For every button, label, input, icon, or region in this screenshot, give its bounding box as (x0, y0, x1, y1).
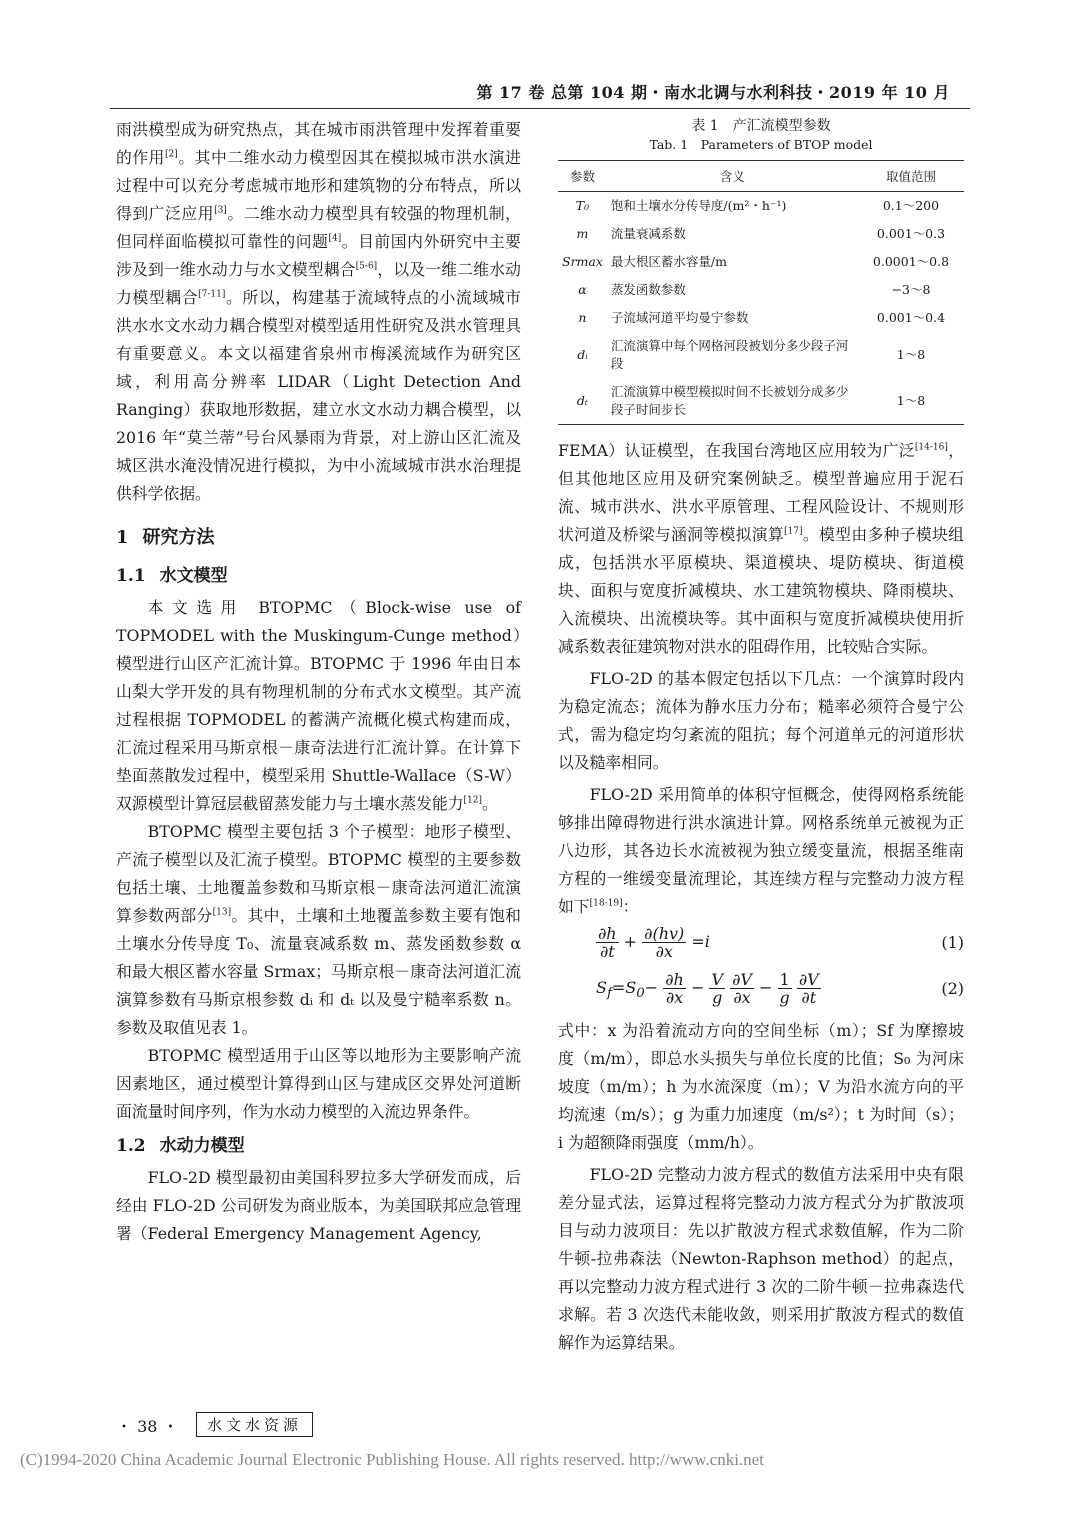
citation: [14-16] (914, 442, 948, 453)
citation: [3] (214, 205, 227, 216)
equation-number: (2) (941, 979, 964, 998)
equation-2: $S_f=S_0-$ $\frac{\partial h}{\partial x}$ − $\frac{V}{g}$ $\frac{\partial V}{\partial x}$ − $\frac{1}{g}$ $\frac{\partial V}{\partial t}$ (2) (596, 970, 964, 1007)
table-header: 含义 (719, 169, 745, 184)
journal-section-tag: 水文水资源 (196, 1412, 313, 1437)
table-cell: Srmax (562, 254, 603, 269)
table-row (558, 220, 964, 248)
table-cell: 最大根区蓄水容量/m (610, 254, 727, 269)
left-column (116, 116, 521, 1248)
right-column (558, 116, 964, 1357)
parameter-table (558, 160, 964, 425)
paragraph: 本文选用 BTOPMC（Block-wise use of TOPMODEL with the Muskingum-Cunge method）模型进行山区产汇流计算。BTOPMC 于 1996 年由日本山梨大学开发的具有物理机制的分布式水文模型。其产流过程根据 TOPMODEL 的蓄满产流概化模式构建而成，汇流过程采用马斯京根－康奇法进行汇流计算。在计算下垫面蒸散发过程中，模型采用 Shuttle-Wallace（S-W）双源模型计算冠层截留蒸发能力与土壤水蒸发能力[12]。 (116, 598, 521, 813)
table-cell: 汇流演算中每个网格河段被划分多少段子河段 (610, 338, 849, 371)
table-cell: α (578, 282, 587, 297)
citation: [18-19] (589, 898, 623, 909)
table-cell: 1～8 (896, 393, 926, 408)
paragraph: FLO-2D 的基本假定包括以下几点：一个演算时段内为稳定流态；流体为静水压力分布；糙率必须符合曼宁公式，需为稳定均匀紊流的阻抗；每个河道单元的河道形状以及糙率相同。 (558, 669, 964, 772)
table-title: 表 1 产汇流模型参数 (691, 118, 831, 134)
table-block (558, 116, 964, 425)
paragraph: 雨洪模型成为研究热点，其在城市雨洪管理中发挥着重要的作用[2]。其中二维水动力模型因其在模拟城市洪水演进过程中可以充分考虑城市地形和建筑物的分布特点，所以得到广泛应用[3]。二维水动力模型具有较强的物理机制，但同样面临模拟可靠性的问题[4]。目前国内外研究中主要涉及到一维水动力与水文模型耦合[5-6]，以及一维二维水动力模型耦合[7-11]。所以，构建基于流域特点的小流域城市洪水水文水动力耦合模型对模型适用性研究及洪水管理具有重要意义。本文以福建省泉州市梅溪流域作为研究区域，利用高分辨率 LIDAR（Light Detection And Ranging）获取地形数据，建立水文水动力耦合模型，以 2016 年“莫兰蒂”号台风暴雨为背景，对上游山区汇流及城区洪水淹没情况进行模拟，为中小流域城市洪水治理提供科学依据。 (116, 120, 521, 503)
table-row (558, 276, 964, 304)
table-cell: 0.001～0.3 (876, 226, 946, 241)
table-cell: 0.0001～0.8 (872, 254, 950, 269)
table-cell: 0.001～0.4 (876, 310, 946, 325)
header-text: 第 17 卷 总第 104 期・南水北调与水利科技・2019 年 10 月 (476, 83, 950, 102)
equation-1: $\frac{\partial h}{\partial t}$ + $\frac{\partial(hv)}{\partial x}$ =i (1) (598, 924, 964, 961)
section-heading: 1 研究方法 (116, 527, 215, 548)
paragraph: FLO-2D 采用简单的体积守恒概念，使得网格系统能够排出障碍物进行洪水演进计算。网格系统单元被视为正八边形，其各边长水流被视为独立缓变量流，根据圣维南方程的一维缓变量流理论，其连续方程与完整动力波方程如下[18-19]： (558, 785, 964, 916)
table-cell: 流量衰减系数 (610, 226, 686, 241)
table-cell: 0.1～200 (882, 198, 940, 213)
subsection-heading: 1.1 水文模型 (116, 566, 228, 586)
page-number: ・ 38 ・ (116, 1417, 179, 1436)
table-cell: 饱和土壤水分传导度/(m²・h⁻¹) (610, 198, 787, 213)
table-cell: 汇流演算中模型模拟时间不长被划分成多少段子时间步长 (610, 384, 849, 417)
citation: [17] (784, 526, 803, 537)
table-cell: −3～8 (891, 282, 931, 297)
paragraph: 式中：x 为沿着流动方向的空间坐标（m）；Sf 为摩擦坡度（m/m），即总水头损失与单位长度的比值；S₀ 为河床坡度（m/m）；h 为水流深度（m）；V 为沿水流方向的平均流速（m/s）；g 为重力加速度（m/s²）；t 为时间（s）；i 为超额降雨强度（mm/h）。 (558, 1021, 964, 1152)
paragraph: FLO-2D 完整动力波方程式的数值方法采用中央有限差分显式法，运算过程将完整动力波方程式分为扩散波项目与动力波项目：先以扩散波方程式求数值解，作为二阶牛顿-拉弗森法（Newton-Raphson method）的起点，再以完整动力波方程式进行 3 次的二阶牛顿－拉弗森迭代求解。若 3 次迭代未能收敛，则采用扩散波方程式的数值解作为运算结果。 (558, 1165, 964, 1352)
table-cell: m (576, 226, 589, 241)
table-cell: 1～8 (896, 347, 926, 362)
running-header (110, 78, 970, 109)
paragraph: BTOPMC 模型主要包括 3 个子模型：地形子模型、产流子模型以及汇流子模型。BTOPMC 模型的主要参数包括土壤、土地覆盖参数和马斯京根－康奇法河道汇流演算参数两部分[13]。其中，土壤和土地覆盖参数主要有饱和土壤水分传导度 T₀、流量衰减系数 m、蒸发函数参数 α 和最大根区蓄水容量 Srmax；马斯京根－康奇法河道汇流演算参数有马斯京根参数 dᵢ 和 dₜ 以及曼宁糙率系数 n。参数及取值见表 1。 (116, 822, 521, 1037)
table-row (558, 248, 964, 276)
paragraph: FEMA）认证模型，在我国台湾地区应用较为广泛[14-16]，但其他地区应用及研究案例缺乏。模型普遍应用于泥石流、城市洪水、洪水平原管理、工程风险设计、不规则形状河道及桥梁与涵洞等模拟演算[17]。模型由多种子模块组成，包括洪水平原模块、渠道模块、堤防模块、街道模块、面积与宽度折减模块、水工建筑物模块、降雨模块、入流模块、出流模块等。其中面积与宽度折减模块使用折减系数表征建筑物对洪水的阻碍作用，比较贴合实际。 (558, 441, 964, 656)
table-cell: 子流域河道平均曼宁参数 (610, 310, 749, 325)
citation: [5-6] (355, 261, 378, 272)
table-header: 参数 (569, 169, 595, 184)
table-cell: dₜ (576, 393, 588, 408)
table-subtitle: Tab. 1 Parameters of BTOP model (649, 137, 873, 152)
table-header-row (558, 161, 964, 192)
table-cell: n (578, 310, 587, 325)
citation: [13] (212, 907, 232, 918)
table-row (558, 304, 964, 332)
citation: [7-11] (198, 289, 226, 300)
equation-number: (1) (941, 933, 964, 952)
subsection-heading: 1.2 水动力模型 (116, 1136, 245, 1156)
table-header: 取值范围 (885, 169, 936, 184)
table-cell: dᵢ (577, 347, 588, 362)
table-row (558, 332, 964, 378)
citation: [4] (328, 233, 342, 244)
table-cell: 蒸发函数参数 (610, 282, 686, 297)
paragraph: FLO-2D 模型最初由美国科罗拉多大学研发而成，后经由 FLO-2D 公司研发为商业版本，为美国联邦应急管理署（Federal Emergency Management Agency, (116, 1168, 521, 1243)
page-footer (116, 1412, 416, 1438)
citation: [2] (165, 149, 178, 160)
table-row (558, 192, 964, 221)
table-row (558, 378, 964, 425)
table-cell: T₀ (575, 198, 590, 213)
paragraph: BTOPMC 模型适用于山区等以地形为主要影响产流因素地区，通过模型计算得到山区与建成区交界处河道断面流量时间序列，作为水动力模型的入流边界条件。 (116, 1046, 521, 1121)
citation: [12] (463, 795, 483, 806)
copyright-notice: (C)1994-2020 China Academic Journal Electronic Publishing House. All rights reserved. http://www.cnki.net (20, 1450, 764, 1469)
